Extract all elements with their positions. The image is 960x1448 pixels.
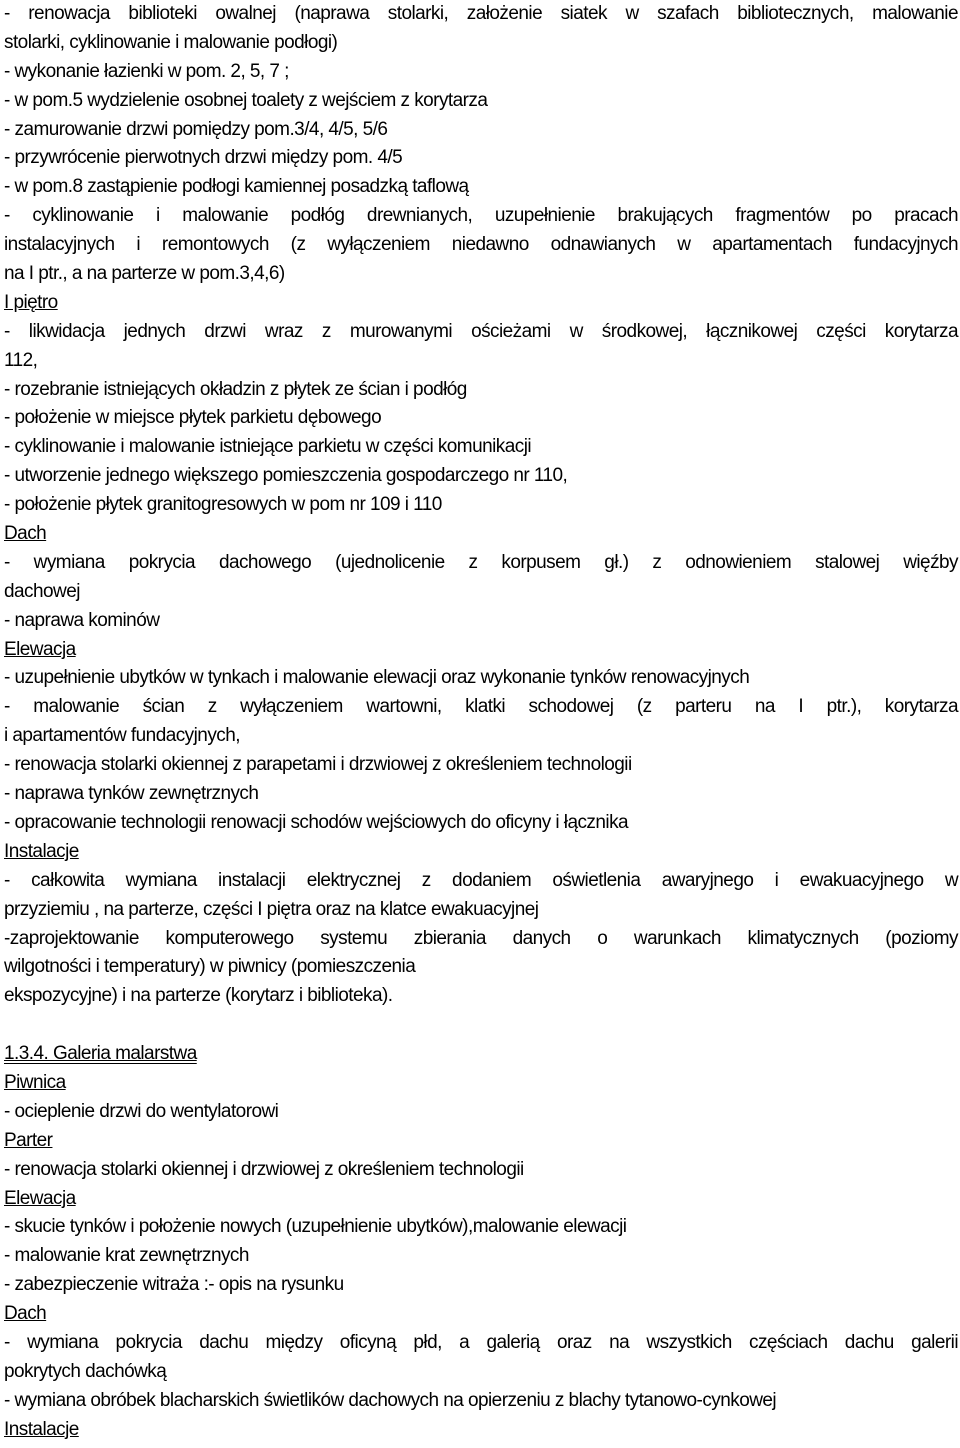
text-line: przyziemiu , na parterze, części I piętra oraz na klatce ewakuacyjnej: [4, 898, 539, 920]
text-line: - wymiana obróbek blacharskich świetlików dachowych na opierzeniu z blachy tytanowo-cynkowej: [4, 1389, 777, 1411]
text-line: - malowanie ścian z wyłączeniem wartowni, klatki schodowej (z parteru na I ptr.), korytarza: [4, 696, 958, 718]
document-body: [4, 0, 958, 1445]
text-line: -zaprojektowanie komputerowego systemu zbierania danych o warunkach klimatycznych (poziomy: [4, 927, 958, 949]
blank-line: [4, 1011, 958, 1040]
text-line: - przywrócenie pierwotnych drzwi między pom. 4/5: [4, 147, 403, 169]
text-line: - wymiana pokrycia dachowego (ujednolicenie z korpusem gł.) z odnowieniem stalowej więźby: [4, 551, 958, 573]
text-line: - w pom.5 wydzielenie osobnej toalety z wejściem z korytarza: [4, 89, 488, 111]
text-line: - zamurowanie drzwi pomiędzy pom.3/4, 4/5, 5/6: [4, 118, 388, 140]
text-line: - renowacja stolarki okiennej i drzwiowej z określeniem technologii: [4, 1158, 524, 1180]
text-line: - opracowanie technologii renowacji schodów wejściowych do oficyny i łącznika: [4, 811, 629, 833]
text-line: - uzupełnienie ubytków w tynkach i malowanie elewacji oraz wykonanie tynków renowacyjnych: [4, 667, 750, 689]
text-line: ekspozycyjne) i na parterze (korytarz i biblioteka).: [4, 985, 393, 1007]
text-line: - naprawa tynków zewnętrznych: [4, 783, 259, 805]
text-line: - likwidacja jednych drzwi wraz z murowanymi ościeżami w środkowej, łącznikowej części korytarza: [4, 320, 958, 342]
text-line: - w pom.8 zastąpienie podłogi kamiennej posadzką taflową: [4, 176, 469, 198]
text-line: dachowej: [4, 580, 80, 602]
text-line: - naprawa kominów: [4, 609, 160, 631]
text-line: instalacyjnych i remontowych (z wyłączeniem niedawno odnawianych w apartamentach fundacyjnych: [4, 234, 958, 256]
section-heading: Piwnica: [4, 1071, 66, 1093]
text-line: pokrytych dachówką: [4, 1360, 167, 1382]
text-line: - położenie płytek granitogresowych w pom nr 109 i 110: [4, 494, 442, 516]
text-line: - ocieplenie drzwi do wentylatorowi: [4, 1100, 279, 1122]
text-line: - położenie w miejsce płytek parkietu dębowego: [4, 407, 382, 429]
section-heading: Instalacje: [4, 1418, 79, 1440]
text-line: - skucie tynków i położenie nowych (uzupełnienie ubytków),malowanie elewacji: [4, 1216, 627, 1238]
text-line: - renowacja stolarki okiennej z parapetami i drzwiowej z określeniem technologii: [4, 754, 632, 776]
text-line: 112,: [4, 349, 38, 371]
section-heading: Parter: [4, 1129, 53, 1151]
section-heading: I piętro: [4, 291, 58, 313]
text-line: na I ptr., a na parterze w pom.3,4,6): [4, 263, 285, 285]
text-line: - cyklinowanie i malowanie podłóg drewnianych, uzupełnienie brakujących fragmentów po pracach: [4, 205, 958, 227]
section-heading: Elewacja: [4, 638, 76, 660]
text-line: - wykonanie łazienki w pom. 2, 5, 7 ;: [4, 60, 289, 82]
text-line: i apartamentów fundacyjnych,: [4, 725, 240, 747]
section-heading: Dach: [4, 1303, 47, 1325]
text-line: - renowacja biblioteki owalnej (naprawa stolarki, założenie siatek w szafach bibliotecznych, malowanie: [4, 3, 958, 24]
section-heading: Instalacje: [4, 840, 79, 862]
text-line: stolarki, cyklinowanie i malowanie podłogi): [4, 31, 338, 53]
text-line: wilgotności i temperatury) w piwnicy (pomieszczenia: [4, 956, 416, 978]
chapter-heading: 1.3.4. Galeria malarstwa: [4, 1043, 197, 1065]
text-line: - cyklinowanie i malowanie istniejące parkietu w części komunikacji: [4, 436, 532, 458]
text-line: - utworzenie jednego większego pomieszczenia gospodarczego nr 110,: [4, 465, 568, 487]
section-heading: Elewacja: [4, 1187, 76, 1209]
text-line: - całkowita wymiana instalacji elektrycznej z dodaniem oświetlenia awaryjnego i ewakuacyjnego w: [4, 869, 958, 891]
text-line: - malowanie krat zewnętrznych: [4, 1245, 249, 1267]
text-line: - rozebranie istniejących okładzin z płytek ze ścian i podłóg: [4, 378, 467, 400]
text-line: - zabezpieczenie witraża :- opis na rysunku: [4, 1274, 344, 1296]
section-heading: Dach: [4, 523, 47, 545]
text-line: - wymiana pokrycia dachu między oficyną płd, a galerią oraz na wszystkich częściach dachu galerii: [4, 1331, 958, 1353]
